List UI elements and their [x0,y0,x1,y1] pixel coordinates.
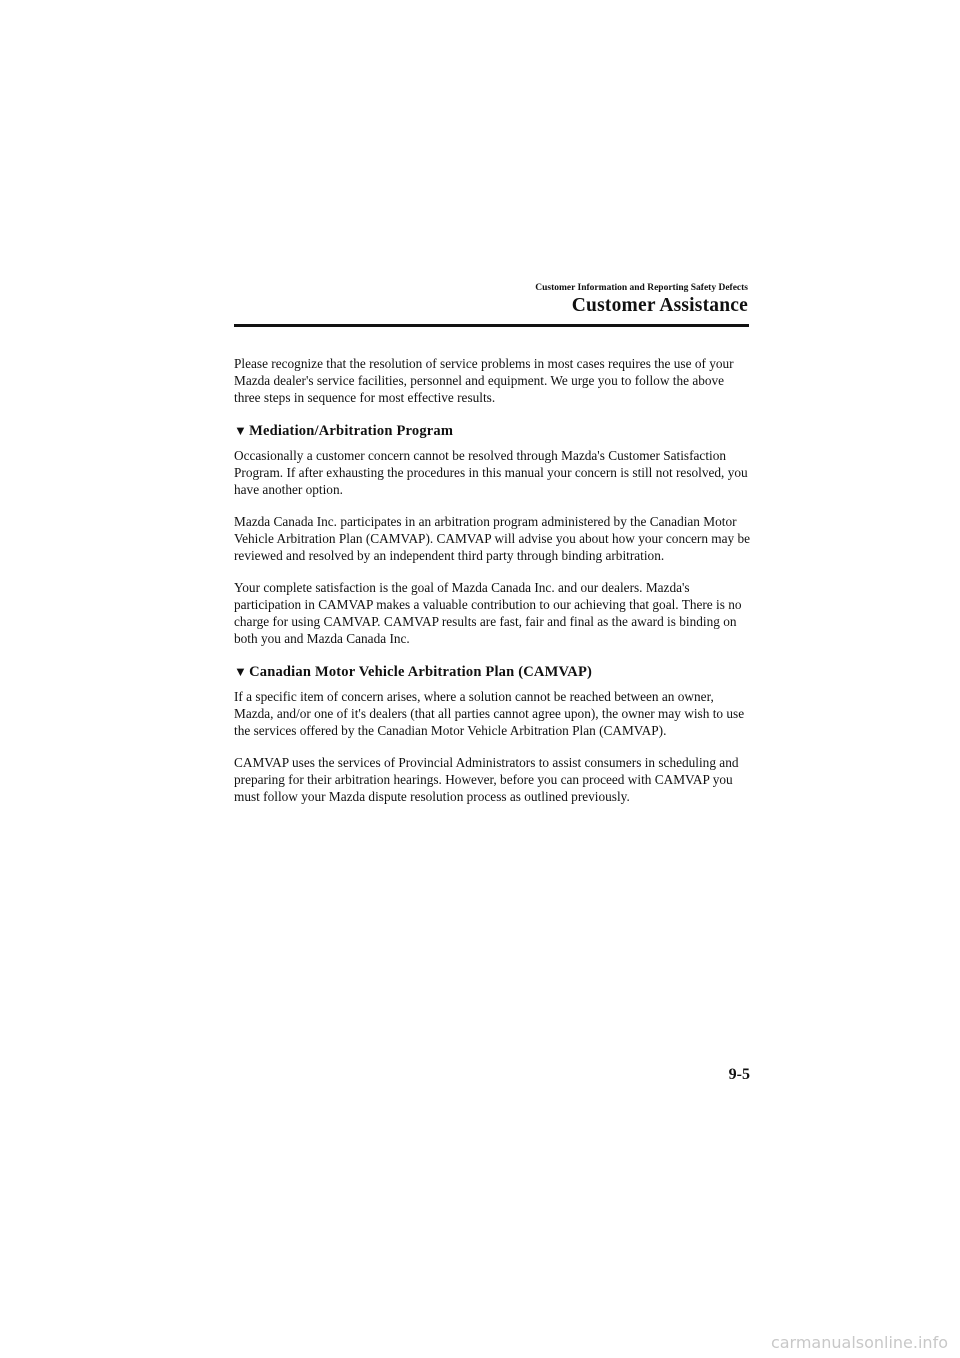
camvap-paragraph-1: If a specific item of concern arises, where a solution cannot be reached between an owner, Mazda, and/or one of it's dealers (that all parties cannot agree upon), the owner may wish to use the services offered by the Canadian Motor Vehicle Arbitration Plan (CAMVAP). [234,689,745,738]
header-divider [234,324,749,327]
mediation-paragraph-2: Mazda Canada Inc. participates in an arbitration program administered by the Canadian Motor Vehicle Arbitration Plan (CAMVAP). CAMVAP will advise you about how your concern may be reviewed and resolved by an independent third party through binding arbitration. [234,514,751,563]
chapter-title: Customer Information and Reporting Safety Defects [535,283,748,293]
intro-paragraph: Please recognize that the resolution of service problems in most cases requires the use of your Mazda dealer's service facilities, personnel and equipment. We urge you to follow the above three steps in sequence for most effective results. [234,356,734,405]
mediation-paragraph-3: Your complete satisfaction is the goal of Mazda Canada Inc. and our dealers. Mazda's participation in CAMVAP makes a valuable contribution to our achieving that goal. There is no charge for using CAMVAP. CAMVAP results are fast, fair and final as the award is binding on both you and Mazda Canada Inc. [234,580,742,646]
page-content [234,355,752,820]
page-number: 9-5 [728,1066,750,1083]
camvap-heading [234,662,752,682]
triangle-down-icon: ▼ [234,423,248,438]
mediation-heading [234,421,752,441]
section-title: Customer Assistance [571,295,748,316]
camvap-heading-text: Canadian Motor Vehicle Arbitration Plan (CAMVAP) [249,664,593,680]
triangle-down-icon: ▼ [234,664,248,679]
watermark: carmanualsonline.info [770,1333,948,1352]
camvap-paragraph-2: CAMVAP uses the services of Provincial Administrators to assist consumers in scheduling and preparing for their arbitration hearings. However, before you can proceed with CAMVAP you must follow your Mazda dispute resolution process as outlined previously. [234,755,739,804]
mediation-paragraph-1: Occasionally a customer concern cannot be resolved through Mazda's Customer Satisfaction Program. If after exhausting the procedures in this manual your concern is still not resolved, you have another option. [234,448,748,497]
mediation-heading-text: Mediation/Arbitration Program [249,423,454,439]
